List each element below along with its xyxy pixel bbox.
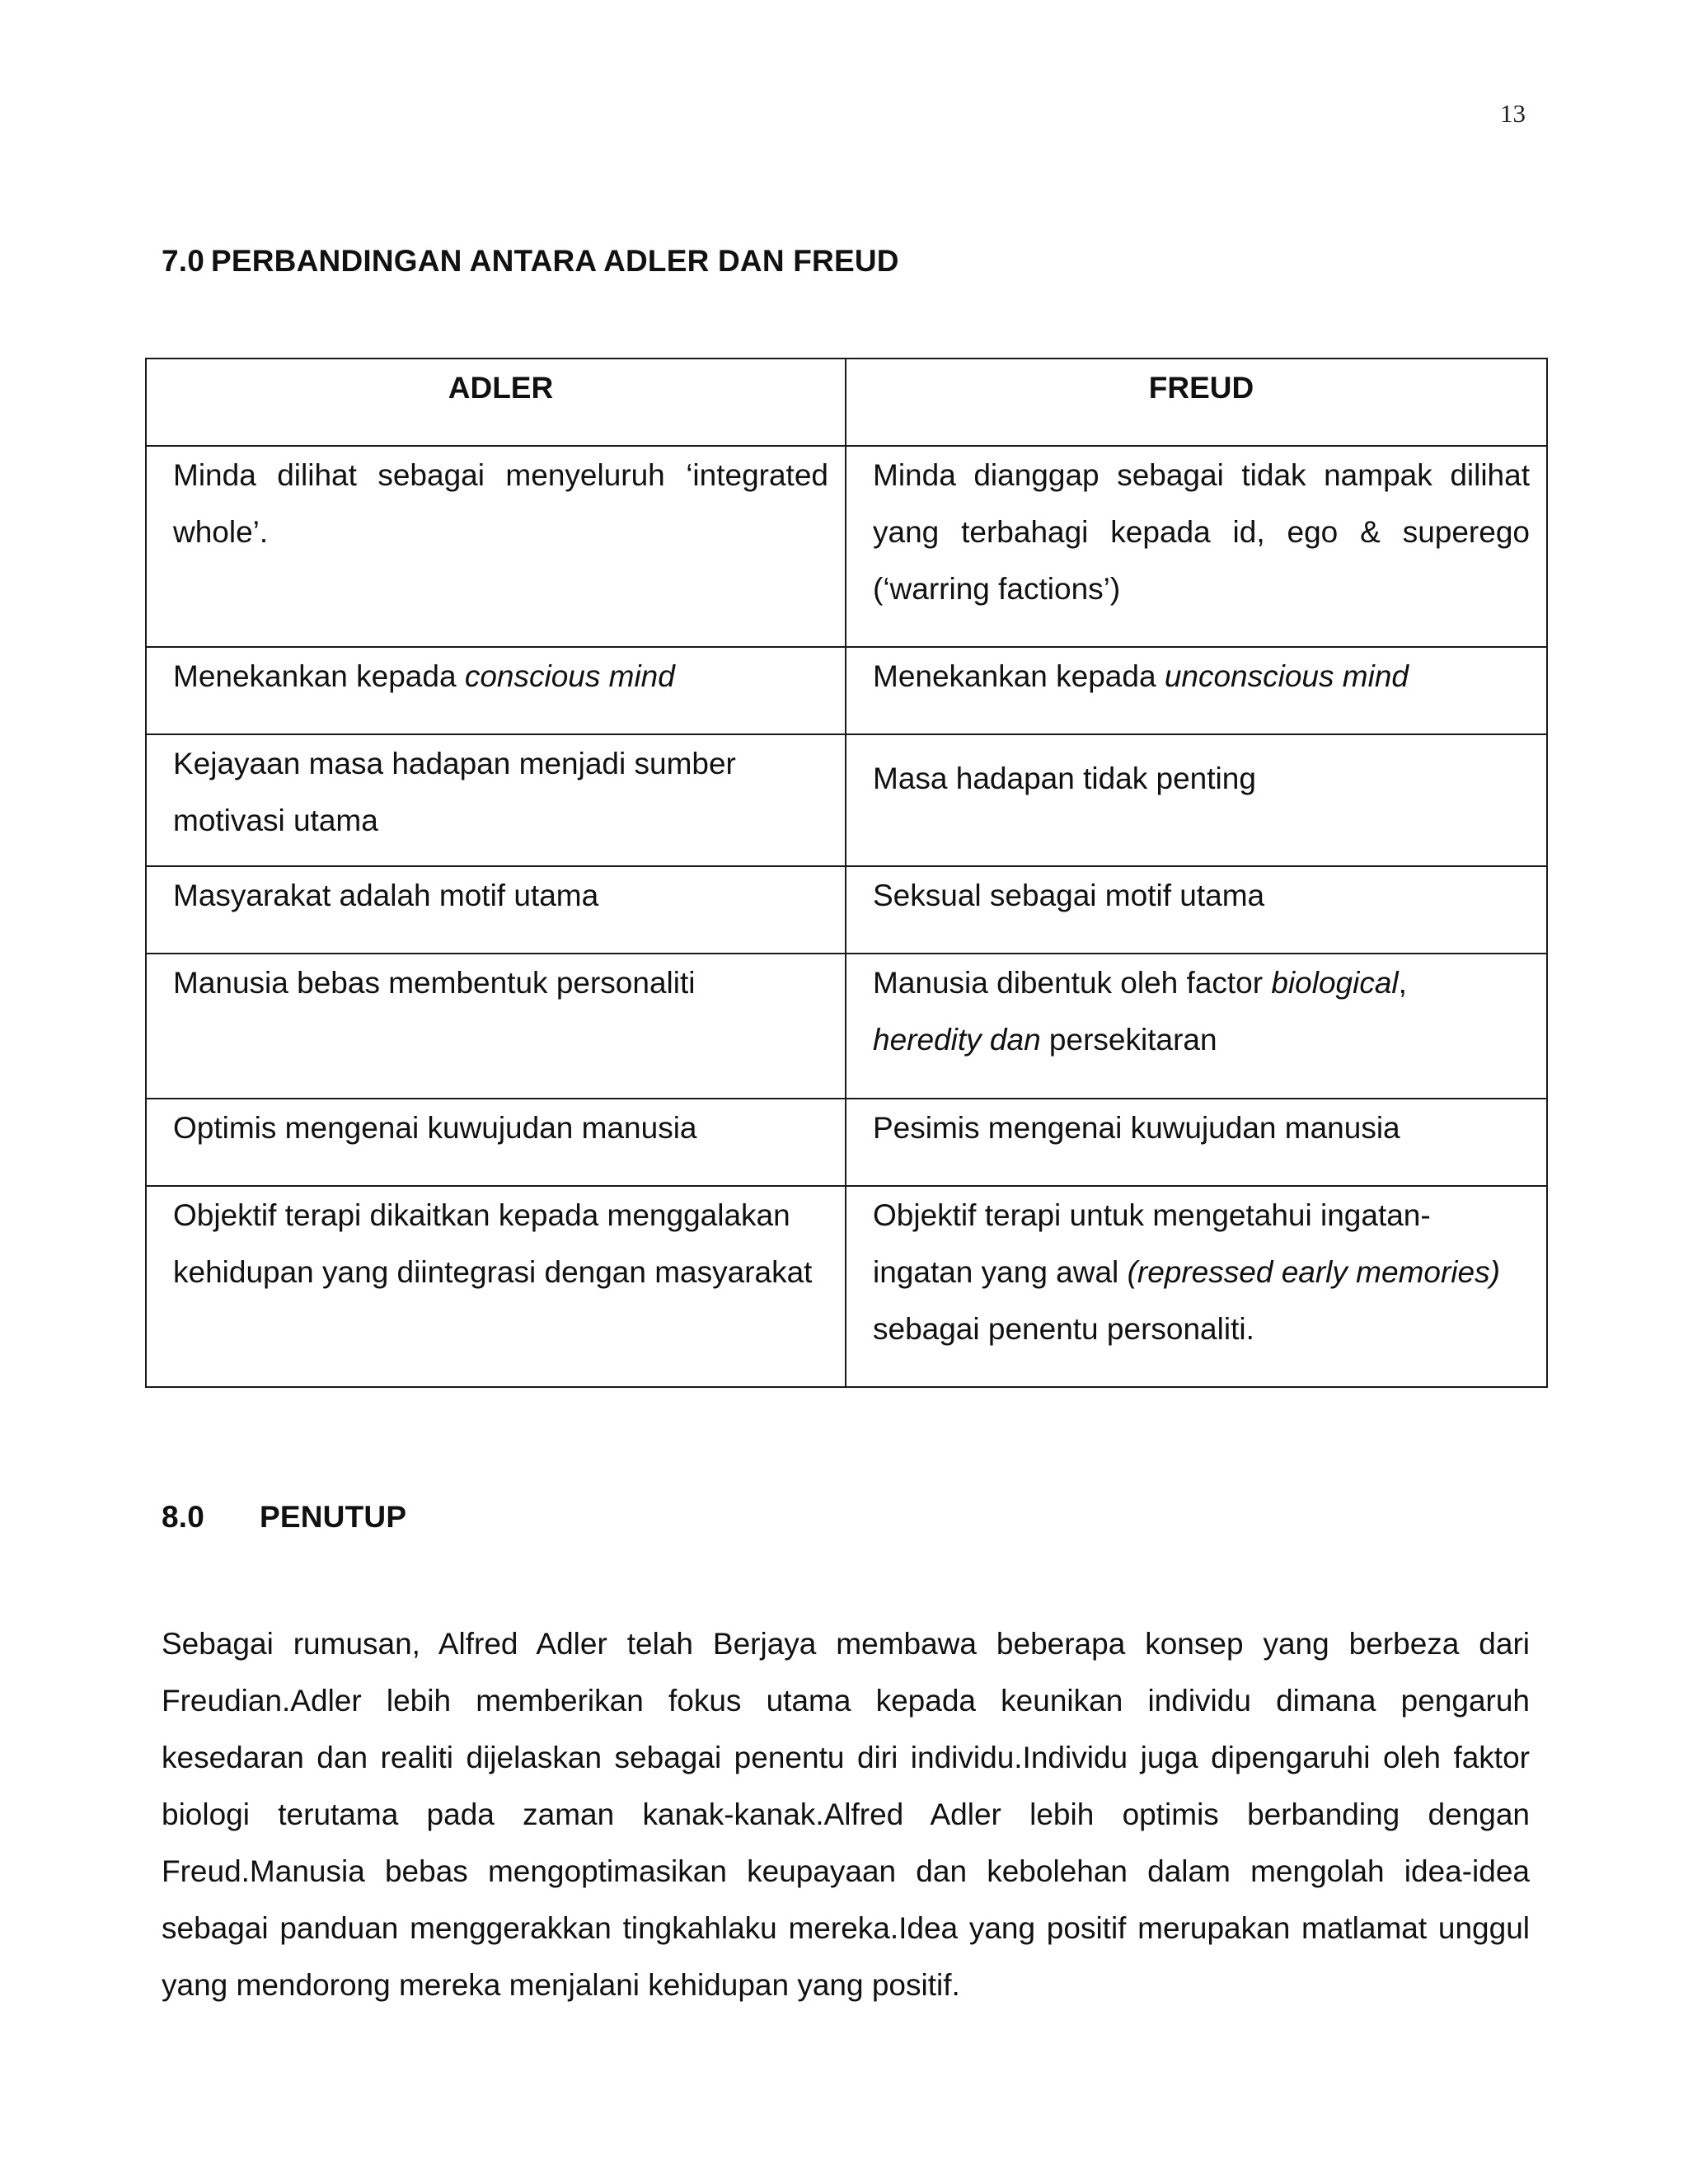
table-row: [146, 866, 1547, 954]
table-row: [146, 1099, 1547, 1186]
page-number: 13: [1500, 99, 1526, 128]
freud-cell: Minda dianggap sebagai tidak nampak dilihat yang terbahagi kepada id, ego & superego (‘warring factions’): [846, 446, 1547, 647]
adler-cell: Objektif terapi dikaitkan kepada menggalakan kehidupan yang diintegrasi dengan masyarakat: [146, 1186, 846, 1387]
section-number: 7.0: [162, 244, 205, 278]
comparison-table: [145, 358, 1548, 1388]
freud-cell: Menekankan kepada unconscious mind: [846, 647, 1547, 734]
adler-cell: Minda dilihat sebagai menyeluruh ‘integrated whole’.: [146, 446, 846, 647]
table-row: [146, 446, 1547, 647]
table-row: [146, 954, 1547, 1099]
column-header-freud: FREUD: [846, 359, 1547, 446]
table-row: [146, 734, 1547, 866]
adler-cell: Menekankan kepada conscious mind: [146, 647, 846, 734]
adler-cell: Kejayaan masa hadapan menjadi sumber motivasi utama: [146, 734, 846, 866]
freud-cell: Manusia dibentuk oleh factor biological, heredity dan persekitaran: [846, 954, 1547, 1099]
table-row: [146, 647, 1547, 734]
section-heading-comparison: [162, 244, 899, 279]
section-title: PERBANDINGAN ANTARA ADLER DAN FREUD: [211, 244, 899, 278]
freud-cell: Pesimis mengenai kuwujudan manusia: [846, 1099, 1547, 1186]
section-number: 8.0: [162, 1500, 205, 1534]
adler-cell: Manusia bebas membentuk personaliti: [146, 954, 846, 1099]
freud-cell: Masa hadapan tidak penting: [846, 734, 1547, 866]
freud-cell: Seksual sebagai motif utama: [846, 866, 1547, 954]
column-header-adler: ADLER: [146, 359, 846, 446]
adler-cell: Masyarakat adalah motif utama: [146, 866, 846, 954]
table-row: [146, 1186, 1547, 1387]
conclusion-paragraph: Sebagai rumusan, Alfred Adler telah Berjaya membawa beberapa konsep yang berbeza dari Freudian.Adler lebih memberikan fokus utama kepada keunikan individu dimana pengaruh kesedaran dan realiti dijelaskan sebagai penentu diri individu.Individu juga dipengaruhi oleh faktor biologi terutama pada zaman kanak-kanak.Alfred Adler lebih optimis berbanding dengan Freud.Manusia bebas mengoptimasikan keupayaan dan kebolehan dalam mengolah idea-idea sebagai panduan menggerakkan tingkahlaku mereka.Idea yang positif merupakan matlamat unggul yang mendorong mereka menjalani kehidupan yang positif.: [162, 1627, 1530, 2002]
section-title: PENUTUP: [260, 1500, 407, 1534]
freud-cell: Objektif terapi untuk mengetahui ingatan-ingatan yang awal (repressed early memories) sebagai penentu personaliti.: [846, 1186, 1547, 1387]
section-heading-conclusion: [162, 1500, 406, 1535]
adler-cell: Optimis mengenai kuwujudan manusia: [146, 1099, 846, 1186]
